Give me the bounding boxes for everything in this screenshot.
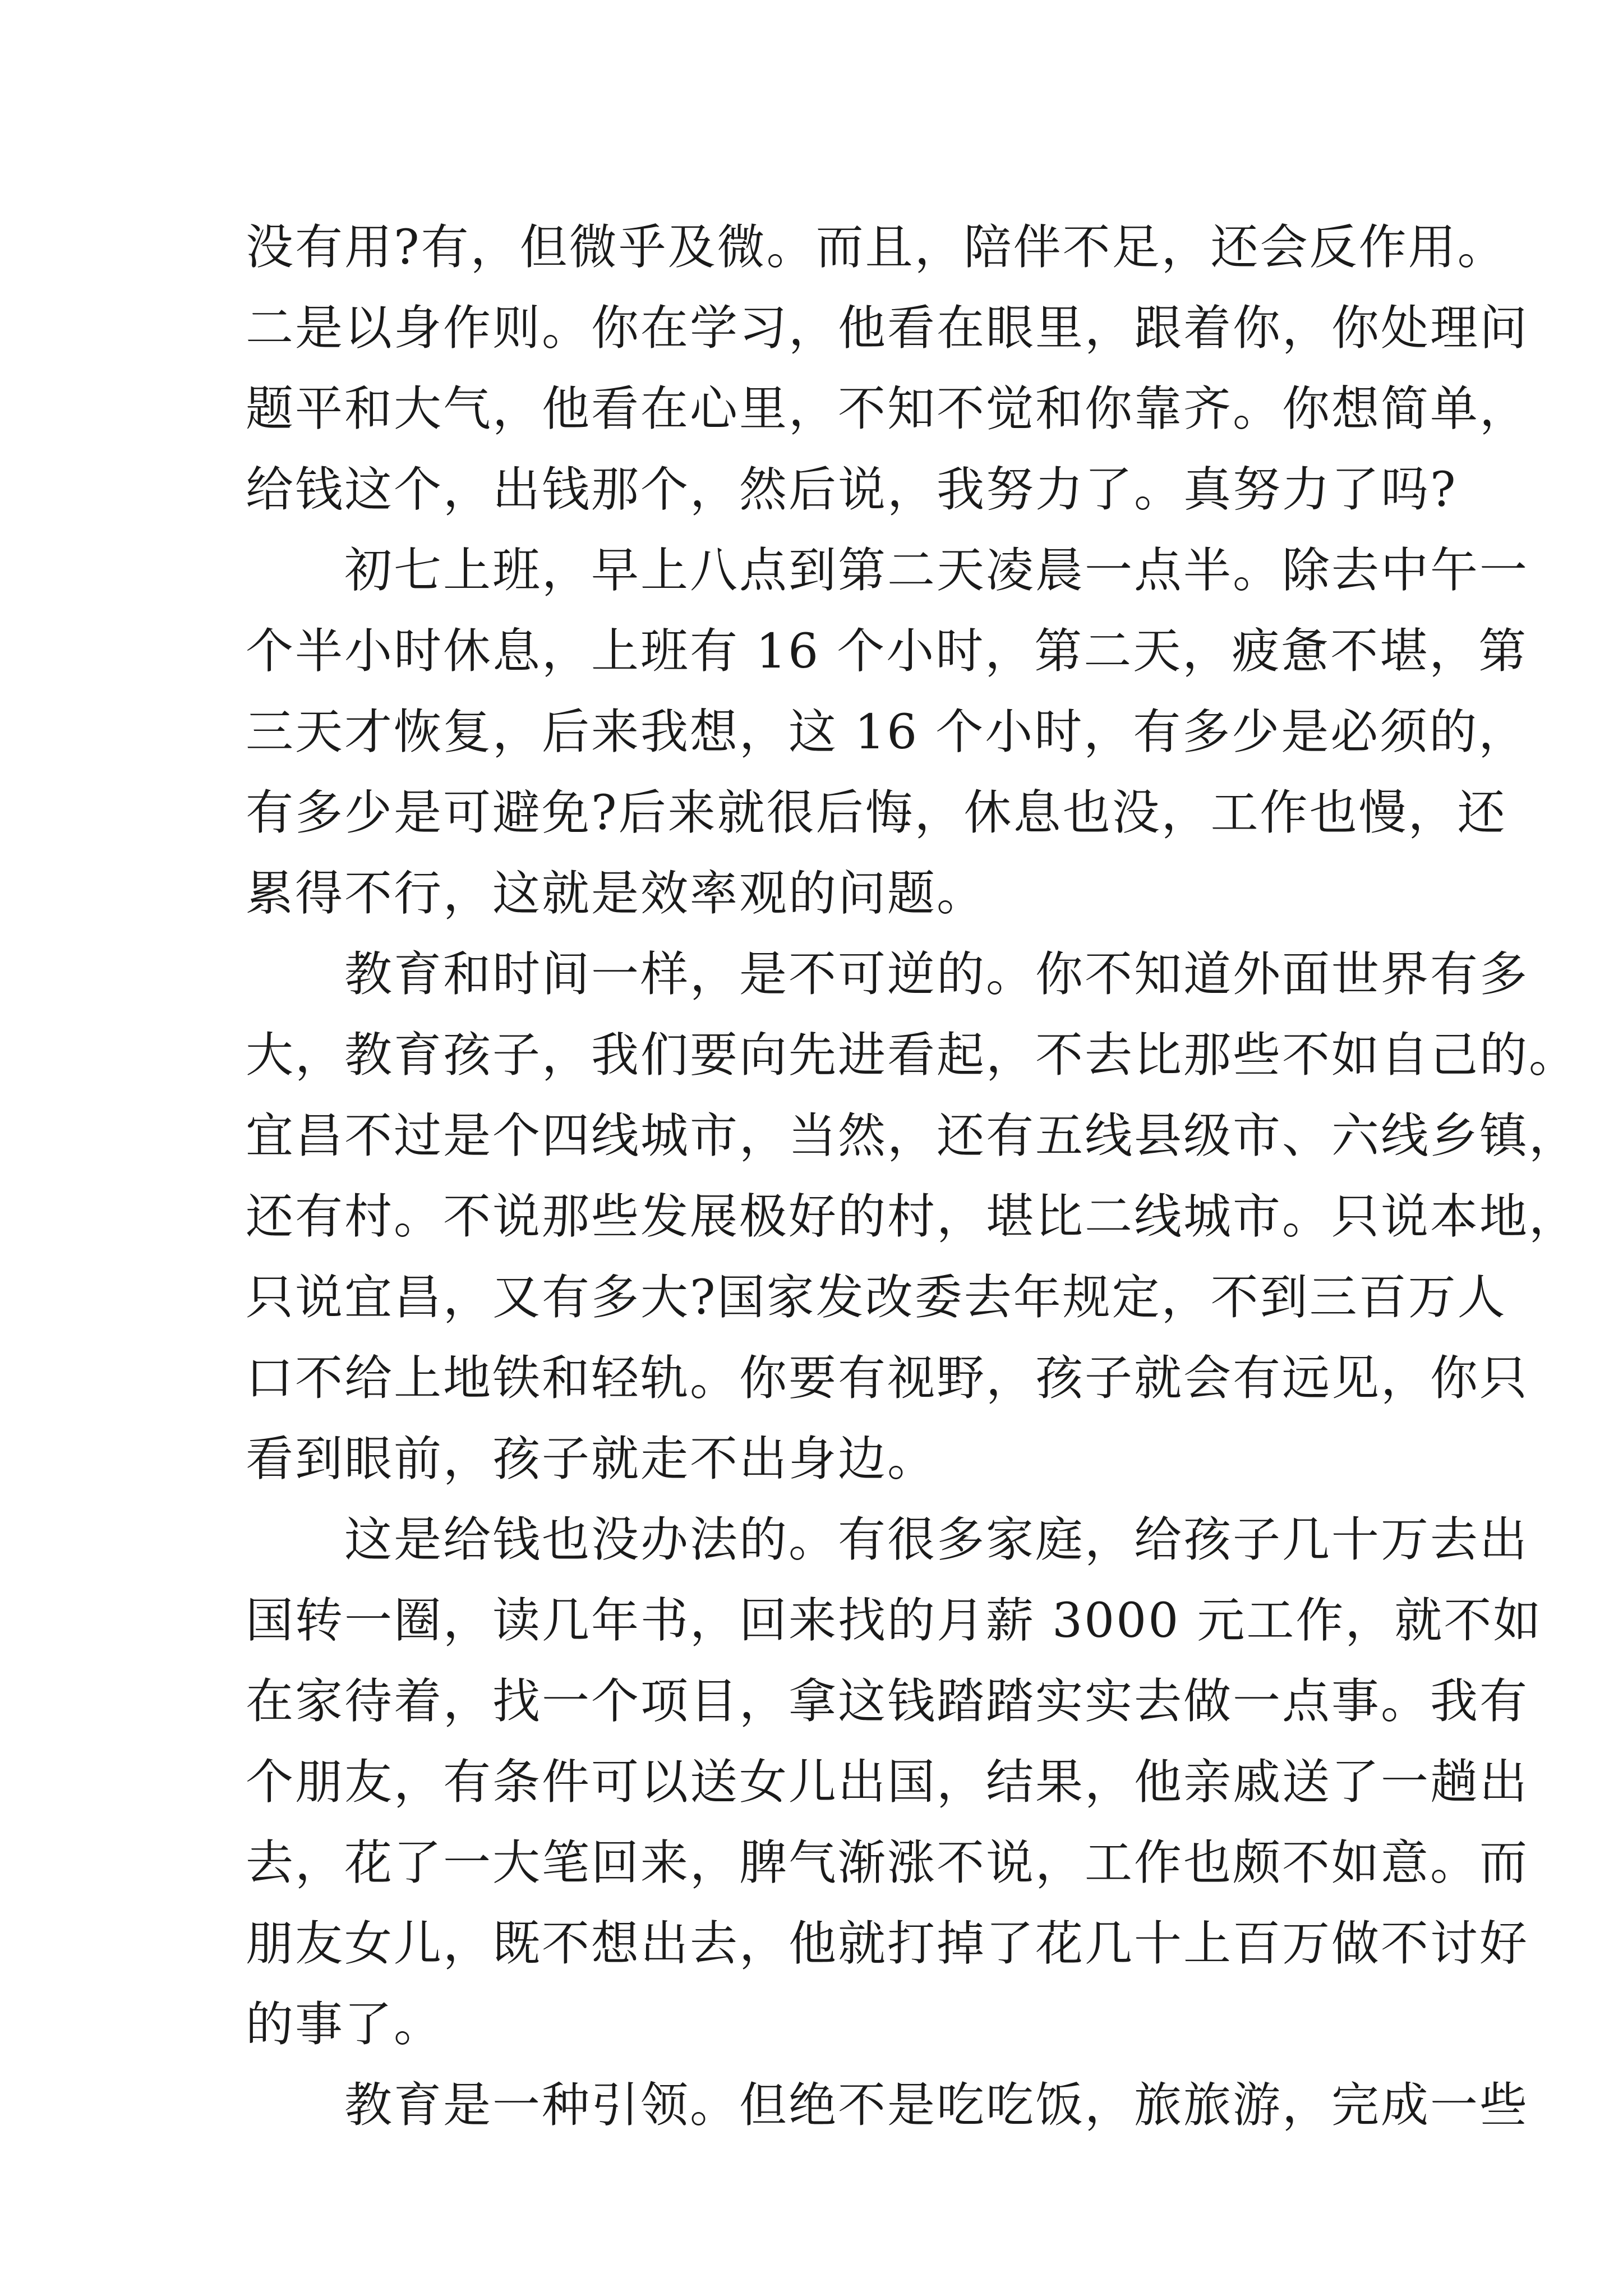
paragraph bbox=[246, 208, 1529, 531]
text-line: 还有村。不说那些发展极好的村，堪比二线城市。只说本地， bbox=[246, 1189, 1579, 1245]
paragraph bbox=[246, 531, 1529, 935]
text-line: 教育和时间一样，是不可逆的。你不知道外面世界有多 bbox=[246, 947, 1529, 1002]
paragraph bbox=[246, 935, 1579, 1500]
text-line: 在家待着，找一个项目，拿这钱踏踏实实去做一点事。我有 bbox=[246, 1674, 1529, 1729]
text-line: 看到眼前，孩子就走不出身边。 bbox=[246, 1432, 937, 1487]
text-line: 题平和大气，他看在心里，不知不觉和你靠齐。你想简单， bbox=[246, 381, 1529, 437]
text-line: 累得不行，这就是效率观的问题。 bbox=[246, 866, 986, 922]
text-line: 个半小时休息，上班有 16 个小时，第二天，疲惫不堪，第 bbox=[246, 624, 1528, 679]
text-line: 国转一圈，读几年书，回来找的月薪 3000 元工作，就不如 bbox=[246, 1593, 1543, 1649]
text-line: 教育是一种引领。但绝不是吃吃饭，旅旅游，完成一些 bbox=[246, 2078, 1529, 2133]
text-line: 给钱这个，出钱那个，然后说，我努力了。真努力了吗? bbox=[246, 462, 1458, 518]
text-line: 去，花了一大笔回来，脾气渐涨不说，工作也颇不如意。而 bbox=[246, 1835, 1529, 1891]
text-line: 这是给钱也没办法的。有很多家庭，给孩子几十万去出 bbox=[246, 1512, 1529, 1568]
paragraph bbox=[246, 2065, 1529, 2146]
text-line: 没有用?有，但微乎及微。而且，陪伴不足，还会反作用。 bbox=[246, 220, 1507, 275]
text-line: 个朋友，有条件可以送女儿出国，结果，他亲戚送了一趟出 bbox=[246, 1755, 1529, 1810]
text-line: 有多少是可避免?后来就很后悔，休息也没，工作也慢，还 bbox=[246, 785, 1507, 841]
text-line: 朋友女儿，既不想出去，他就打掉了花几十上百万做不讨好 bbox=[246, 1916, 1529, 1972]
text-line: 的事了。 bbox=[246, 1997, 444, 2053]
text-line: 二是以身作则。你在学习，他看在眼里，跟着你，你处理问 bbox=[246, 301, 1529, 356]
text-line: 初七上班，早上八点到第二天凌晨一点半。除去中午一 bbox=[246, 543, 1529, 599]
text-line: 三天才恢复，后来我想，这 16 个小时，有多少是必须的， bbox=[246, 705, 1528, 760]
text-line: 只说宜昌，又有多大?国家发改委去年规定，不到三百万人 bbox=[246, 1270, 1507, 1326]
document-body bbox=[246, 208, 1579, 2146]
text-line: 口不给上地铁和轻轨。你要有视野，孩子就会有远见，你只 bbox=[246, 1351, 1529, 1406]
text-line: 宜昌不过是个四线城市，当然，还有五线县级市、六线乡镇， bbox=[246, 1108, 1579, 1164]
paragraph bbox=[246, 1500, 1543, 2065]
text-line: 大，教育孩子，我们要向先进看起，不去比那些不如自己的。 bbox=[246, 1028, 1579, 1083]
